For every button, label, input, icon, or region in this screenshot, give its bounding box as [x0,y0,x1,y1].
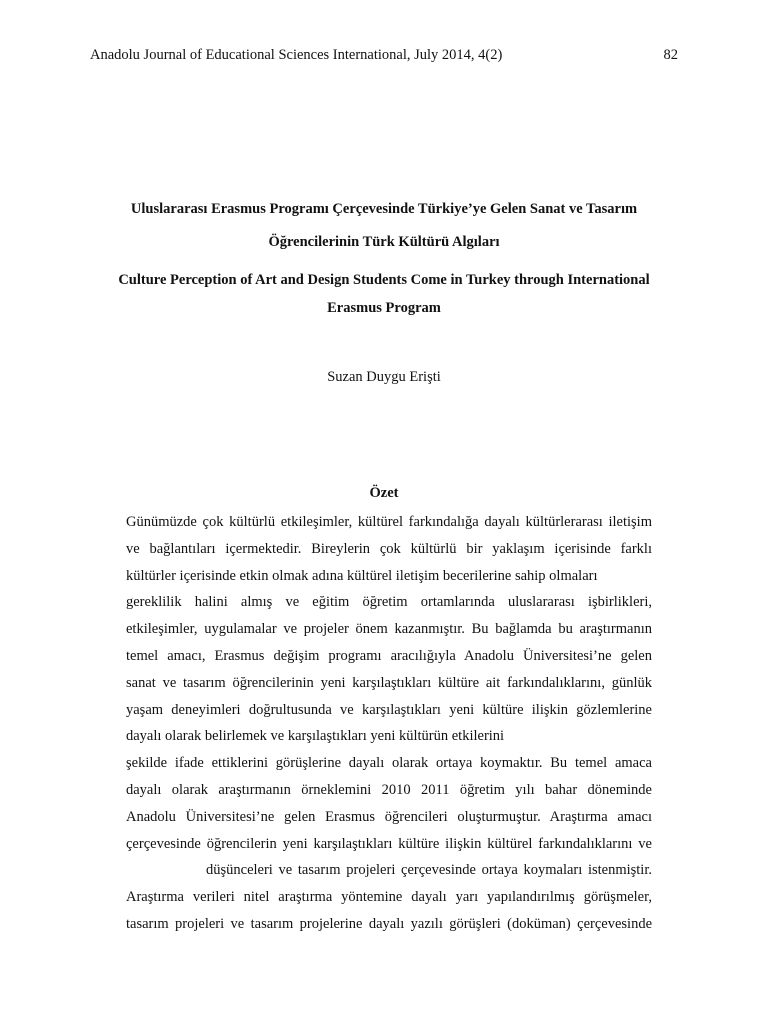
abstract-line: düşünceleri ve tasarım projeleri çerçevesinde ortaya koymaları istenmiştir. [206,862,652,879]
abstract-line: ve bağlantıları içermektedir. Bireylerin çok kültürlü bir yaklaşım içerisinde farklı [126,540,652,557]
abstract-line: kültürler içerisinde etkin olmak adına kültürel iletişim becerilerine sahip olmaları [126,567,598,584]
turkish-title-line-1: Uluslararası Erasmus Programı Çerçevesinde Türkiye’ye Gelen Sanat ve Tasarım [130,201,638,217]
abstract-line: dayalı olarak araştırmanın örneklemini 2010 2011 öğretim yılı bahar döneminde [126,781,652,798]
abstract-heading: Özet [369,485,399,501]
abstract-line: yaşam deneyimleri doğrultusunda ve karşılaştıkları yeni kültüre ilişkin gözlemlerine [126,701,652,718]
page-number: 82 [663,47,678,63]
abstract-line: Anadolu Üniversitesi’ne gelen Erasmus öğrencileri oluşturmuştur. Araştırma amacı [126,808,652,825]
abstract-line: temel amacı, Erasmus değişim programı aracılığıyla Anadolu Üniversitesi’ne gelen [126,647,652,664]
abstract-line: çerçevesinde öğrencilerin yeni karşılaştıkları kültüre ilişkin kültürel farkındalıklarını ve [126,835,652,852]
english-title-line-2: Erasmus Program [327,300,441,316]
abstract-line: şekilde ifade ettiklerini görüşlerine dayalı olarak ortaya koymaktır. Bu temel amaca [126,755,652,772]
english-title-line-1: Culture Perception of Art and Design Students Come in Turkey through International [118,272,650,288]
abstract-line: Günümüzde çok kültürlü etkileşimler, kültürel farkındalığa dayalı kültürlerarası iletişim [126,514,652,530]
abstract-line: etkileşimler, uygulamalar ve projeler önem kazanmıştır. Bu bağlamda bu araştırmanın [126,621,652,638]
abstract-body [126,509,652,938]
turkish-title-line-2: Öğrencilerinin Türk Kültürü Algıları [268,234,500,250]
author-name: Suzan Duygu Erişti [327,369,441,385]
abstract-line: tasarım projeleri ve tasarım projelerine dayalı yazılı görüşleri (doküman) çerçevesinde [126,915,652,932]
abstract-line: Araştırma verileri nitel araştırma yöntemine dayalı yarı yapılandırılmış görüşmeler, [126,889,652,906]
journal-citation: Anadolu Journal of Educational Sciences International, July 2014, 4(2) [90,47,503,63]
abstract-line: sanat ve tasarım öğrencilerinin yeni karşılaştıkları kültüre ait farkındalıklarını, günlük [126,674,652,691]
abstract-line: dayalı olarak belirlemek ve karşılaştıkları yeni kültürün etkilerini [126,728,505,745]
abstract-line: gereklilik halini almış ve eğitim öğretim ortamlarında uluslararası işbirlikleri, [126,594,652,611]
